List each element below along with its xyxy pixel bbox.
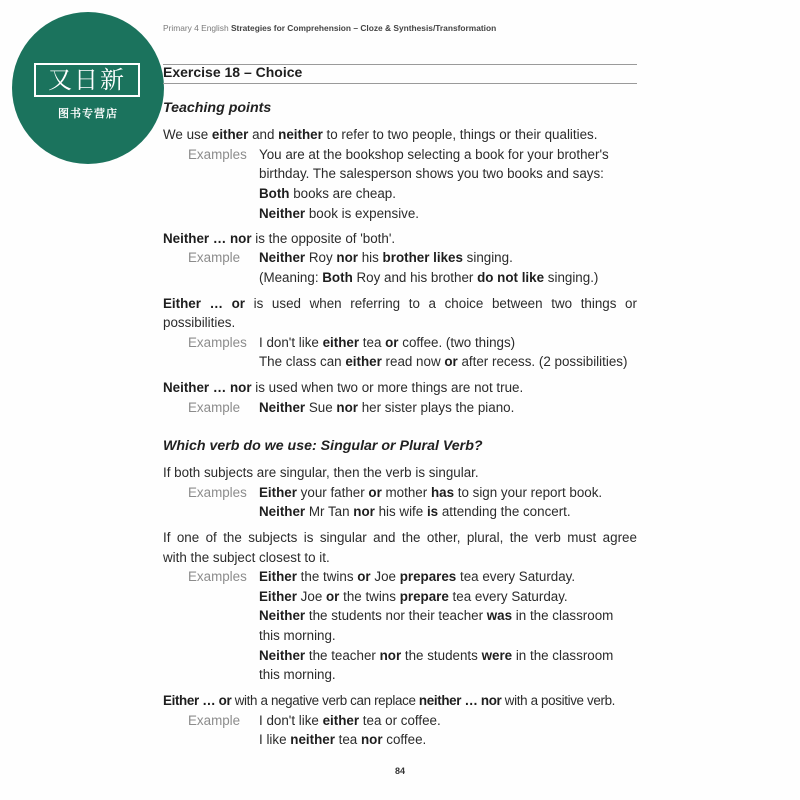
section-heading-teaching-points: Teaching points bbox=[163, 100, 272, 116]
word: one bbox=[176, 530, 200, 545]
text-run: with a positive verb. bbox=[501, 693, 616, 708]
text-run: the twins bbox=[339, 589, 400, 604]
text-run: coffee. (two things) bbox=[398, 335, 516, 350]
text-run: with a negative verb can replace bbox=[231, 693, 419, 708]
bold-run: Neither bbox=[259, 608, 306, 623]
text-run: the students nor their teacher bbox=[305, 608, 487, 623]
example-line bbox=[259, 711, 441, 730]
examples-label: Examples bbox=[188, 335, 247, 350]
text-run: tea every Saturday. bbox=[456, 569, 576, 584]
example-label: Example bbox=[188, 400, 241, 415]
bold-run: were bbox=[481, 648, 513, 663]
text-line bbox=[163, 313, 235, 332]
text-run: The class can bbox=[259, 354, 346, 369]
text-run: (Meaning: bbox=[259, 270, 323, 285]
text-line bbox=[163, 463, 479, 482]
bold-run: neither bbox=[278, 127, 323, 142]
bold-run: Neither … nor bbox=[163, 380, 252, 395]
text-run: in the classroom bbox=[512, 608, 614, 623]
bold-run: do not like bbox=[477, 270, 545, 285]
word: when bbox=[309, 296, 342, 311]
bold-run: Either bbox=[259, 569, 297, 584]
example-line bbox=[259, 204, 419, 223]
logo-subtitle: 图书专营店 bbox=[58, 108, 118, 120]
word: to bbox=[408, 296, 420, 311]
word: of bbox=[205, 530, 217, 545]
text-run: Roy bbox=[305, 250, 337, 265]
bold-run: Neither bbox=[259, 206, 306, 221]
text-run: your father bbox=[296, 485, 369, 500]
text-run: I don't like bbox=[259, 713, 323, 728]
header-series: Primary 4 English bbox=[163, 23, 229, 33]
word: two bbox=[551, 296, 573, 311]
bold-run: neither … nor bbox=[418, 693, 502, 708]
bold-word: or bbox=[231, 296, 245, 311]
word: If bbox=[163, 530, 171, 545]
bold-run: either bbox=[211, 127, 249, 142]
word: singular bbox=[319, 530, 367, 545]
example-line bbox=[259, 502, 571, 521]
text-run: in the classroom bbox=[512, 648, 614, 663]
text-run: I like bbox=[259, 732, 291, 747]
word: other, bbox=[426, 530, 461, 545]
text-run: We use bbox=[163, 127, 212, 142]
text-line-justified bbox=[163, 528, 637, 547]
example-line bbox=[259, 646, 613, 665]
bold-run: Neither bbox=[259, 400, 306, 415]
bold-run: prepares bbox=[399, 569, 457, 584]
text-run: Joe bbox=[296, 589, 326, 604]
bold-run: Neither … nor bbox=[163, 231, 252, 246]
text-line bbox=[163, 125, 597, 144]
word: things bbox=[580, 296, 617, 311]
word: verb bbox=[534, 530, 561, 545]
text-run: books are cheap. bbox=[289, 186, 396, 201]
page-number: 84 bbox=[394, 766, 405, 776]
text-run: Mr Tan bbox=[305, 504, 354, 519]
bold-run: prepare bbox=[399, 589, 449, 604]
header-subject: Strategies for Comprehension – Cloze & Synthesis/Transformation bbox=[230, 23, 497, 33]
example-line bbox=[259, 626, 336, 645]
word: subjects bbox=[248, 530, 298, 545]
bold-run: Either bbox=[259, 589, 297, 604]
bold-run: or bbox=[368, 485, 382, 500]
logo-name: 又日新 bbox=[48, 66, 126, 94]
text-run: this morning. bbox=[259, 628, 336, 643]
bold-run: nor bbox=[379, 648, 402, 663]
word: the bbox=[401, 530, 421, 545]
bold-run: either bbox=[322, 713, 360, 728]
bold-run: Either … or bbox=[163, 693, 232, 708]
text-run: Joe bbox=[370, 569, 400, 584]
text-run: tea bbox=[359, 335, 386, 350]
word: is bbox=[303, 530, 314, 545]
example-line bbox=[259, 352, 627, 371]
example-line bbox=[259, 587, 568, 606]
store-logo bbox=[12, 12, 164, 164]
bold-word: … bbox=[209, 296, 223, 311]
word: agree bbox=[602, 530, 637, 545]
example-line bbox=[259, 333, 515, 352]
logo-frame bbox=[34, 63, 140, 97]
word: and bbox=[373, 530, 396, 545]
text-run: to sign your report book. bbox=[454, 485, 603, 500]
bold-run: nor bbox=[336, 400, 358, 415]
text-run: to refer to two people, things or their qualities. bbox=[322, 127, 598, 142]
word: must bbox=[567, 530, 597, 545]
text-run: the teacher bbox=[305, 648, 380, 663]
word: between bbox=[491, 296, 543, 311]
word: choice bbox=[444, 296, 484, 311]
text-run: is used when two or more things are not true. bbox=[251, 380, 524, 395]
word: the bbox=[223, 530, 242, 545]
text-run: with the subject closest to it. bbox=[163, 550, 330, 565]
section-heading-verb: Which verb do we use: Singular or Plural Verb? bbox=[163, 438, 483, 454]
text-run: mother bbox=[381, 485, 431, 500]
bold-run: or bbox=[385, 335, 399, 350]
text-line-justified bbox=[163, 294, 637, 313]
bold-run: Neither bbox=[259, 250, 306, 265]
examples-label: Examples bbox=[188, 147, 247, 162]
text-run: birthday. The salesperson shows you two books and says: bbox=[259, 166, 604, 181]
bold-run: Neither bbox=[259, 504, 306, 519]
word: or bbox=[625, 296, 637, 311]
text-run: his bbox=[357, 250, 383, 265]
example-line bbox=[259, 567, 575, 586]
text-run: is the opposite of 'both'. bbox=[251, 231, 396, 246]
example-line bbox=[259, 184, 396, 203]
word: plural, bbox=[466, 530, 504, 545]
example-line bbox=[259, 398, 514, 417]
text-line bbox=[163, 229, 395, 248]
text-run: attending the concert. bbox=[438, 504, 571, 519]
bold-run: nor bbox=[360, 732, 383, 747]
text-line bbox=[163, 378, 523, 397]
text-run: this morning. bbox=[259, 667, 336, 682]
bold-run: Both bbox=[322, 270, 353, 285]
bold-run: has bbox=[430, 485, 455, 500]
bold-run: neither bbox=[290, 732, 335, 747]
word: a bbox=[428, 296, 436, 311]
text-run: her sister plays the piano. bbox=[358, 400, 515, 415]
word: referring bbox=[350, 296, 401, 311]
text-run: Roy and his brother bbox=[352, 270, 478, 285]
text-run: book is expensive. bbox=[305, 206, 420, 221]
bold-run: Neither bbox=[259, 648, 306, 663]
example-line bbox=[259, 164, 604, 183]
example-label: Example bbox=[188, 713, 241, 728]
text-run: tea bbox=[334, 732, 361, 747]
bold-run: nor bbox=[353, 504, 375, 519]
bold-run: either bbox=[322, 335, 360, 350]
bold-run: Either bbox=[259, 485, 297, 500]
text-run: read now bbox=[381, 354, 445, 369]
text-run: I don't like bbox=[259, 335, 323, 350]
bold-run: either bbox=[345, 354, 382, 369]
title-bottom-rule bbox=[163, 83, 637, 84]
examples-label: Examples bbox=[188, 485, 247, 500]
text-run: after recess. (2 possibilities) bbox=[457, 354, 628, 369]
example-line bbox=[259, 145, 609, 164]
word: used bbox=[271, 296, 301, 311]
bold-run: or bbox=[357, 569, 371, 584]
example-line bbox=[259, 606, 613, 625]
bold-run: or bbox=[444, 354, 458, 369]
word: the bbox=[509, 530, 529, 545]
text-run: tea every Saturday. bbox=[448, 589, 568, 604]
text-run: the twins bbox=[296, 569, 358, 584]
example-line bbox=[259, 268, 598, 287]
bold-run: brother likes bbox=[382, 250, 463, 265]
example-line bbox=[259, 730, 426, 749]
text-run: the students bbox=[401, 648, 482, 663]
bold-run: was bbox=[486, 608, 513, 623]
text-run: You are at the bookshop selecting a book for your brother's bbox=[259, 147, 609, 162]
examples-label: Examples bbox=[188, 569, 247, 584]
text-run: Sue bbox=[305, 400, 337, 415]
text-run: singing.) bbox=[544, 270, 599, 285]
bold-run: Both bbox=[259, 186, 290, 201]
text-line bbox=[163, 548, 330, 567]
text-run: singing. bbox=[462, 250, 513, 265]
exercise-title: Exercise 18 – Choice bbox=[163, 64, 303, 80]
word: is bbox=[253, 296, 264, 311]
text-run: possibilities. bbox=[163, 315, 236, 330]
text-line bbox=[163, 691, 615, 710]
text-run: coffee. bbox=[382, 732, 427, 747]
running-header bbox=[163, 23, 496, 33]
example-line bbox=[259, 248, 513, 267]
bold-run: or bbox=[325, 589, 340, 604]
example-line bbox=[259, 483, 602, 502]
text-run: his wife bbox=[374, 504, 427, 519]
bold-run: nor bbox=[336, 250, 358, 265]
text-run: and bbox=[248, 127, 279, 142]
bold-word: Either bbox=[163, 296, 201, 311]
example-label: Example bbox=[188, 250, 241, 265]
bold-run: is bbox=[426, 504, 439, 519]
example-line bbox=[259, 665, 336, 684]
text-run: If both subjects are singular, then the verb is singular. bbox=[163, 465, 479, 480]
text-run: tea or coffee. bbox=[359, 713, 441, 728]
